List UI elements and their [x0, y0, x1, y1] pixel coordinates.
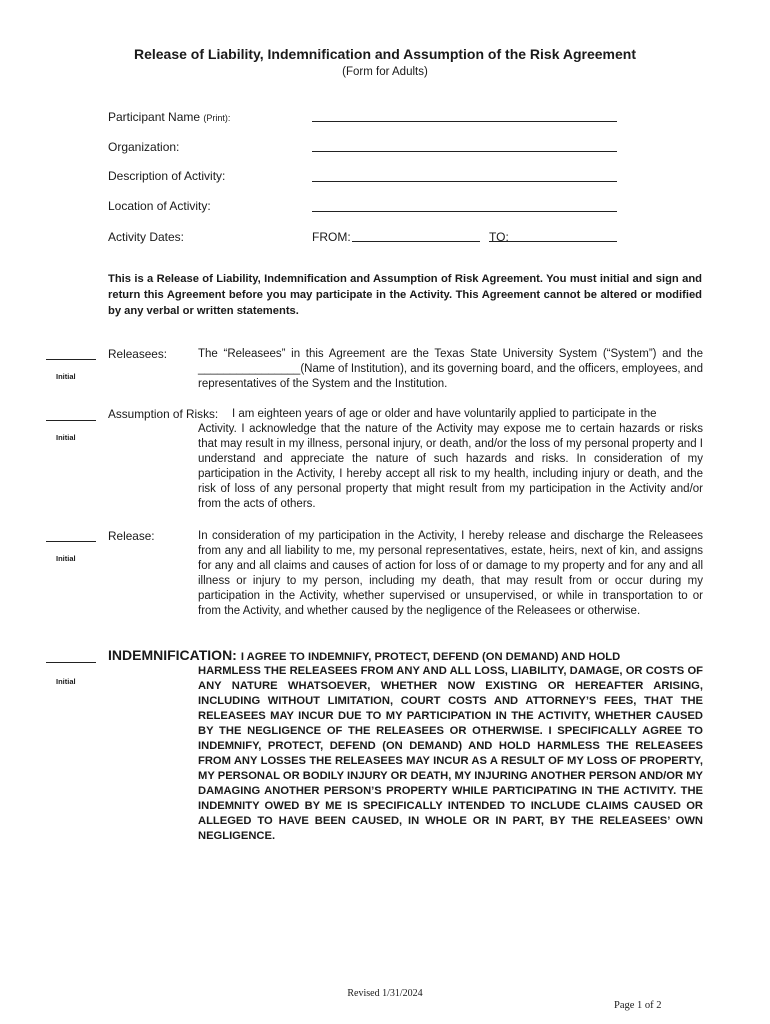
- initial-label: Initial: [56, 433, 76, 442]
- dates-label: Activity Dates:: [108, 230, 185, 244]
- location-label: Location of Activity:: [108, 199, 211, 213]
- revision-date: Revised 1/31/2024: [347, 988, 423, 999]
- indemnification-body: HARMLESS THE RELEASEES FROM ANY AND ALL LOSS, LIABILITY, DAMAGE, OR COSTS OF ANY NATURE WHATSOEVER, WHETHER NOW EXISTING OR HEREAFTER ARISING, INCLUDING WITHOUT LIMITATION, COURT COSTS AND ATTORNEY’S FEES, THAT THE RELEASEES MAY INCUR DUE TO MY PARTICIPATION IN THE ACTIVITY, WHETHER CAUSED BY THE NEGLIGENCE OF THE RELEASEES OR OTHERWISE. I SPECIFICALLY AGREE TO INDEMNIFY, PROTECT, DEFEND (ON DEMAND) AND HOLD HARMLESS THE RELEASEES FROM ANY LOSSES THE RELEASEES MAY INCUR AS A RESULT OF MY LOSS OF PROPERTY, MY PERSONAL OR BODILY INJURY OR DEATH, MY INJURING ANOTHER PERSON AND/OR MY DAMAGING ANOTHER PERSON’S PROPERTY WHILE PARTICIPATING IN THE ACTIVITY. THE INDEMNITY OWED BY ME IS SPECIFICALLY INTENDED TO INCLUDE CLAIMS CAUSED OR ALLEGED TO HAVE BEEN CAUSED, IN WHOLE OR IN PART, BY THE RELEASEES’ OWN NEGLIGENCE.: [198, 665, 703, 842]
- organization-field[interactable]: [312, 151, 617, 152]
- date-to-label: TO:: [489, 230, 509, 244]
- description-label: Description of Activity:: [108, 169, 226, 183]
- page-number: Page 1 of 2: [614, 1000, 662, 1011]
- location-field[interactable]: [312, 211, 617, 212]
- document-subtitle: (Form for Adults): [342, 66, 428, 78]
- release-body: In consideration of my participation in the Activity, I hereby release and discharge the Releasees from any and all liability to me, my personal representatives, estate, heirs, next of kin, and assigns for any and all claims and causes of action for loss of or damage to my property and for any and all illness or injury to my person, including my death, that may result from or occur during my participation in the Activity, whether supervised or unsupervised, or while in transportation to or from the Activity, and whether caused by the negligence of the Releasees or otherwise.: [198, 530, 703, 617]
- date-from-field[interactable]: [352, 241, 480, 242]
- initial-label: Initial: [56, 554, 76, 563]
- description-field[interactable]: [312, 181, 617, 182]
- release-label: Release:: [108, 529, 155, 543]
- participant-name-field[interactable]: [312, 121, 617, 122]
- date-from-label: FROM:: [312, 230, 351, 244]
- initial-field-assumption[interactable]: [46, 420, 96, 421]
- participant-name-label: [108, 110, 230, 124]
- releasees-label: Releasees:: [108, 347, 168, 361]
- assumption-label: Assumption of Risks:: [108, 407, 219, 421]
- participant-name-text: Participant Name: [108, 110, 201, 124]
- initial-field-indemnification[interactable]: [46, 662, 96, 663]
- indemnification-label: INDEMNIFICATION:: [108, 647, 237, 663]
- participant-name-hint: (Print):: [203, 113, 231, 123]
- indemnification-heading: [108, 647, 703, 663]
- initial-label: Initial: [56, 677, 76, 686]
- organization-label: Organization:: [108, 140, 180, 154]
- initial-field-releasees[interactable]: [46, 359, 96, 360]
- initial-label: Initial: [56, 372, 76, 381]
- assumption-body: Activity. I acknowledge that the nature of the Activity may expose me to certain hazards or risks that may result in my illness, personal injury, or death, and/or the loss of my personal property and I understand and appreciate the nature of such hazards and risks. In consideration of my participation in the Activity, I hereby accept all risk to my health, including injury or death, and the risk of loss of any personal property that might result from my participation in the Activity and/or from the acts of others.: [198, 423, 703, 510]
- agreement-notice: This is a Release of Liability, Indemnification and Assumption of Risk Agreement. You must initial and sign and return this Agreement before you may participate in the Activity. This Agreement cannot be altered or modified by any verbal or written statements.: [108, 273, 702, 317]
- assumption-first-line: I am eighteen years of age or older and have voluntarily applied to participate in the: [232, 408, 657, 420]
- indemnification-lead: I AGREE TO INDEMNIFY, PROTECT, DEFEND (ON DEMAND) AND HOLD: [240, 651, 621, 663]
- document-title: Release of Liability, Indemnification and Assumption of the Risk Agreement: [133, 46, 636, 62]
- initial-field-release[interactable]: [46, 541, 96, 542]
- releasees-body: The “Releasees” in this Agreement are the Texas State University System (“System”) and the ________________(Name of Institution), and its governing board, and the officers, employees, and representatives of the System and the Institution.: [198, 348, 703, 390]
- date-to-field[interactable]: [489, 241, 617, 242]
